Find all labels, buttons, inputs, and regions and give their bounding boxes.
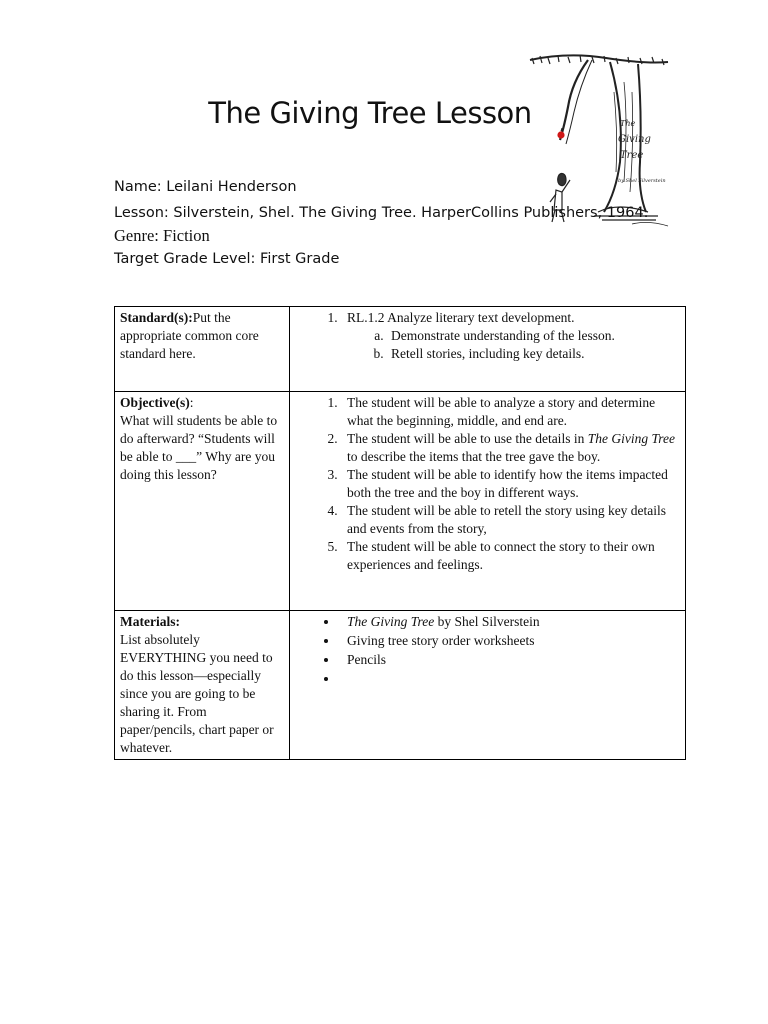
materials-label-cell [115,611,290,760]
objectives-instructions: What will students be able to do afterward? “Students will be able to ___” Why are you doing this lesson? [120,413,278,482]
material-item [339,632,680,650]
objective-text: The student will be able to analyze a story and determine what the beginning, middle, and end are. [347,395,656,428]
standard-sublist [347,327,680,363]
materials-row [115,611,686,760]
cover-author: by Shel Silverstein [618,178,666,184]
standards-label-cell [115,307,290,392]
material-item-empty [339,670,680,688]
book-title-emphasis: The Giving Tree [587,431,675,446]
standard-text: RL.1.2 Analyze literary text development. [347,310,575,325]
standard-subitem: b. Retell stories, including key details. [387,345,680,363]
standards-content-cell [290,307,686,392]
objectives-label-cell [115,392,290,611]
objectives-colon: : [189,395,194,410]
cover-giving: Giving [618,134,651,145]
cover-tree: Tree [620,150,644,161]
standards-list [295,309,680,363]
genre-line: Genre: Fiction [114,226,210,245]
objectives-content-cell [290,392,686,611]
objectives-heading: Objective(s) [120,395,190,410]
materials-list [295,613,680,688]
objective-text-cont: to describe the items that the tree gave the boy. [347,449,601,464]
objective-text: The student will be able to use the details in [347,431,588,446]
material-item [339,651,680,669]
objective-text: The student will be able to retell the story using key details and events from the story, [347,503,667,536]
standards-heading: Standard(s): [120,310,193,325]
objective-item [341,502,680,538]
lesson-citation: Lesson: Silverstein, Shel. The Giving Tree. HarperCollins Publishers, 1964. [114,205,649,221]
objective-text: The student will be able to connect the story to their own experiences and feelings. [347,539,655,572]
objective-item [341,430,680,466]
target-grade: Target Grade Level: First Grade [114,251,340,267]
materials-instructions: List absolutely EVERYTHING you need to do this lesson—especially since you are going to be sharing it. From paper/pencils, chart paper or whatever. [120,632,274,755]
cover-the: The [620,119,636,128]
objective-item [341,466,680,502]
standards-instructions: Put the appropriate common core standard here. [120,310,259,361]
standards-row [115,307,686,392]
lesson-plan-table [114,306,686,760]
materials-heading: Materials: [120,614,180,629]
objective-item [341,538,680,574]
page-title: The Giving Tree Lesson [208,96,532,130]
standard-subitem: a. Demonstrate understanding of the lesson. [387,327,680,345]
materials-content-cell [290,611,686,760]
material-text: by Shel Silverstein [434,614,540,629]
book-title-emphasis: The Giving Tree [347,614,435,629]
objective-text: The student will be able to identify how the items impacted both the tree and the boy in different ways. [347,467,668,500]
standard-item [341,309,680,363]
material-text: Giving tree story order worksheets [347,633,535,648]
objectives-row [115,392,686,611]
objectives-list [295,394,680,574]
objective-item [341,394,680,430]
author-name: Name: Leilani Henderson [114,179,297,195]
material-text: Pencils [347,652,386,667]
material-item [339,613,680,631]
